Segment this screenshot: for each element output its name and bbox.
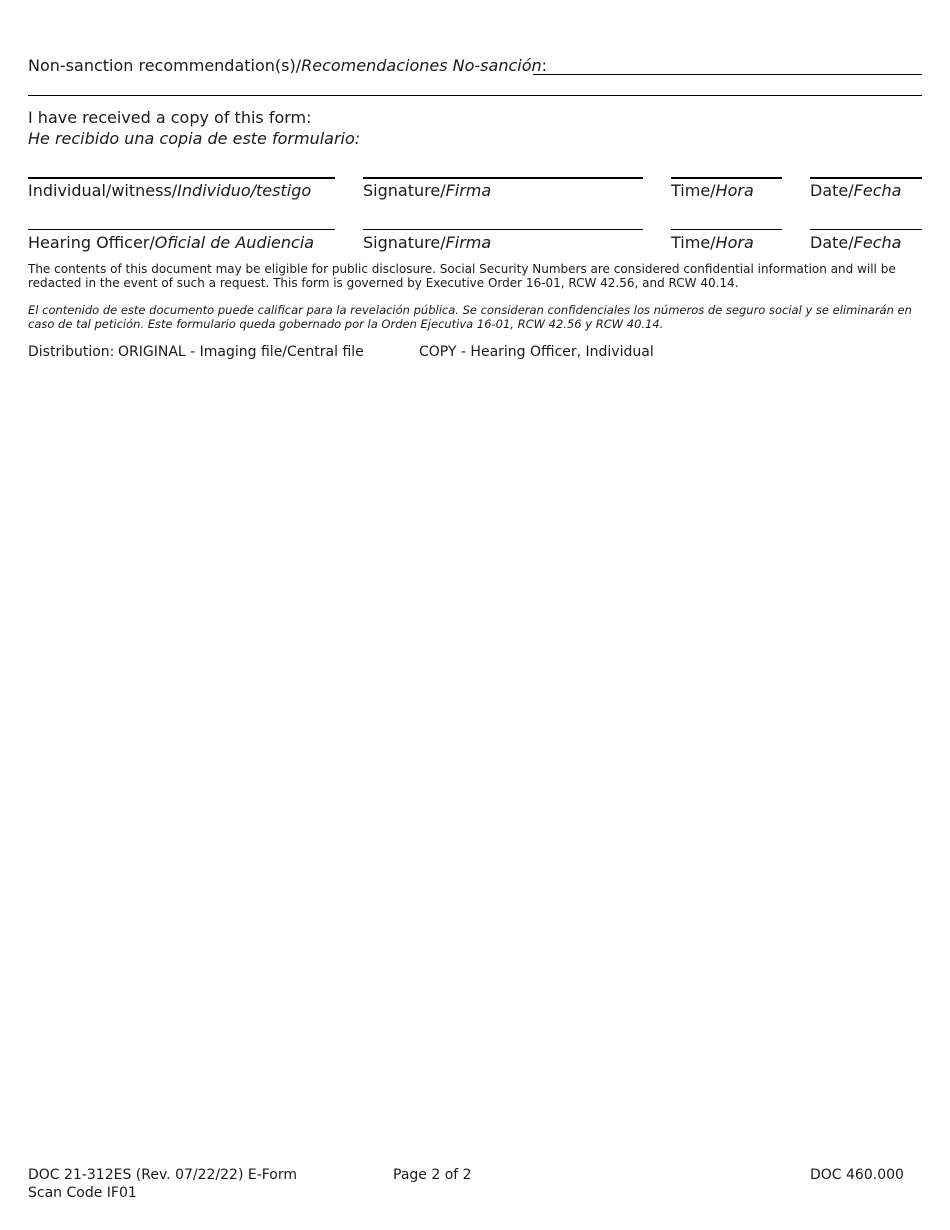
hearing-officer-label-en: Hearing Officer/ (28, 233, 155, 252)
hearing-officer-date-label-en: Date/ (810, 233, 854, 252)
disclosure-notice-es: El contenido de este documento puede calificar para la revelación pública. Se consideran confidenciales los números de seguro social y se eliminarán en caso de tal petición. Este formulario queda gobernado por la Orden Ejecutiva 16-01, RCW 42.56 y RCW 40.14. (28, 303, 912, 331)
footer-scan-code: Scan Code IF01 (28, 1185, 137, 1201)
hearing-officer-label (28, 233, 314, 253)
received-copy-en: I have received a copy of this form: (28, 108, 312, 127)
hearing-officer-signature-line[interactable] (363, 229, 643, 230)
individual-date-label (810, 181, 901, 201)
distribution-label: Distribution: (28, 344, 115, 360)
individual-time-label-es: Hora (715, 181, 754, 200)
individual-date-label-es: Fecha (853, 181, 902, 200)
footer-page-number: Page 2 of 2 (393, 1167, 472, 1183)
individual-date-label-en: Date/ (810, 181, 854, 200)
individual-witness-label-es: Individuo/testigo (177, 181, 312, 200)
disclosure-notice-en: The contents of this document may be eligible for public disclosure. Social Security Numbers are considered confidential information and will be redacted in the event of such a request. This form is governed by Executive Order 16-01, RCW 42.56, and RCW 40.14. (28, 262, 896, 290)
section-divider (28, 95, 922, 96)
non-sanction-label (28, 56, 547, 76)
hearing-officer-signature-label-es: Firma (445, 233, 492, 252)
hearing-officer-signature-label-en: Signature/ (363, 233, 446, 252)
individual-signature-line[interactable] (28, 177, 335, 179)
hearing-officer-time-label-en: Time/ (671, 233, 716, 252)
individual-signature-label (363, 181, 491, 201)
non-sanction-underline (533, 74, 922, 75)
individual-signature-label-en: Signature/ (363, 181, 446, 200)
distribution-copy-rest: - Hearing Officer, Individual (456, 344, 654, 360)
non-sanction-field-wrap (533, 51, 922, 73)
hearing-officer-date-label-es: Fecha (853, 233, 902, 252)
individual-time-line[interactable] (671, 177, 782, 179)
individual-time-label (671, 181, 754, 201)
hearing-officer-date-line[interactable] (810, 229, 922, 230)
individual-witness-label (28, 181, 311, 201)
distribution-copy (419, 343, 654, 361)
hearing-officer-label-es: Oficial de Audiencia (154, 233, 315, 252)
received-copy-es: He recibido una copia de este formulario: (28, 129, 361, 148)
hearing-officer-date-label (810, 233, 901, 253)
non-sanction-label-es: Recomendaciones No-sanción (301, 56, 542, 75)
individual-signature-firma-line[interactable] (363, 177, 643, 179)
non-sanction-colon: : (541, 56, 548, 75)
hearing-officer-time-label (671, 233, 754, 253)
hearing-officer-line[interactable] (28, 229, 335, 230)
distribution-original-rest: - Imaging file/Central file (185, 344, 364, 360)
distribution-original (118, 343, 364, 361)
distribution-copy-key: COPY (419, 344, 457, 360)
individual-signature-label-es: Firma (445, 181, 492, 200)
distribution-original-key: ORIGINAL (118, 344, 186, 360)
non-sanction-label-en: Non-sanction recommendation(s)/ (28, 56, 302, 75)
individual-date-line[interactable] (810, 177, 922, 179)
non-sanction-input[interactable] (533, 51, 922, 73)
hearing-officer-signature-label (363, 233, 491, 253)
hearing-officer-time-line[interactable] (671, 229, 782, 230)
individual-time-label-en: Time/ (671, 181, 716, 200)
hearing-officer-time-label-es: Hora (715, 233, 754, 252)
footer-policy-number: DOC 460.000 (810, 1167, 904, 1183)
footer-form-id: DOC 21-312ES (Rev. 07/22/22) E-Form (28, 1167, 298, 1183)
individual-witness-label-en: Individual/witness/ (28, 181, 178, 200)
